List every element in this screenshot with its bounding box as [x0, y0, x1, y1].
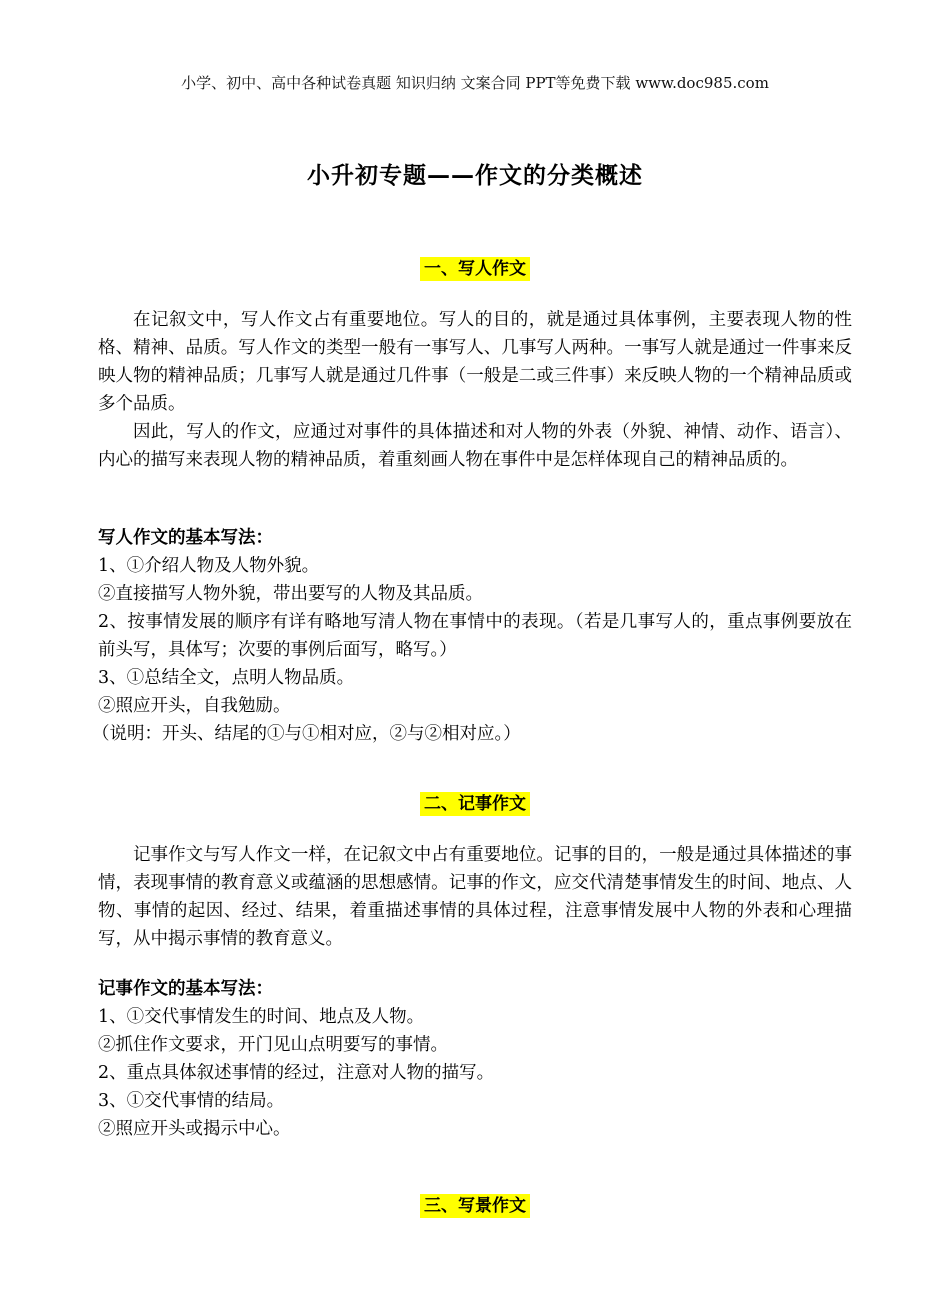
method-line: 2、重点具体叙述事情的经过，注意对人物的描写。	[98, 1063, 495, 1083]
section-heading-2: 二、记事作文	[0, 789, 950, 814]
method-line: ②照应开头或揭示中心。	[98, 1119, 291, 1139]
method-line: ②抓住作文要求，开门见山点明要写的事情。	[98, 1035, 448, 1055]
method-line: 3、①交代事情的结局。	[98, 1091, 285, 1111]
method-title: 记事作文的基本写法：	[98, 979, 273, 999]
section-2-body	[98, 841, 852, 953]
site-header: 小学、初中、高中各种试卷真题 知识归纳 文案合同 PPT等免费下载 www.doc985.com	[181, 74, 769, 92]
paragraph: 记事作文与写人作文一样，在记叙文中占有重要地位。记事的目的，一般是通过具体描述的事情，表现事情的教育意义或蕴涵的思想感情。记事的作文，应交代清楚事情发生的时间、地点、人物、事情的起因、经过、结果，着重描述事情的具体过程，注意事情发展中人物的外表和心理描写，从中揭示事情的教育意义。	[98, 845, 852, 949]
method-line: 2、按事情发展的顺序有详有略地写清人物在事情中的表现。（若是几事写人的，重点事例要放在前头写，具体写；次要的事例后面写，略写。）	[98, 612, 852, 660]
section-heading-1: 一、写人作文	[0, 254, 950, 279]
method-line: 3、①总结全文，点明人物品质。	[98, 668, 355, 688]
section-1-method	[92, 524, 852, 748]
method-line: 1、①介绍人物及人物外貌。	[98, 556, 320, 576]
paragraph: 在记叙文中，写人作文占有重要地位。写人的目的，就是通过具体事例，主要表现人物的性格、精神、品质。写人作文的类型一般有一事写人、几事写人两种。一事写人就是通过一件事来反映人物的精神品质；几事写人就是通过几件事（一般是二或三件事）来反映人物的一个精神品质或多个品质。	[98, 310, 852, 414]
method-line: ②照应开头，自我勉励。	[98, 696, 291, 716]
method-line: 1、①交代事情发生的时间、地点及人物。	[98, 1007, 425, 1027]
paragraph: 因此，写人的作文，应通过对事件的具体描述和对人物的外表（外貌、神情、动作、语言）、内心的描写来表现人物的精神品质，着重刻画人物在事件中是怎样体现自己的精神品质的。	[98, 422, 852, 470]
method-title: 写人作文的基本写法：	[98, 528, 273, 548]
section-2-method	[98, 975, 852, 1143]
method-line: ②直接描写人物外貌，带出要写的人物及其品质。	[98, 584, 483, 604]
page-title: 小升初专题——作文的分类概述	[307, 163, 643, 189]
section-1-body	[98, 306, 852, 474]
section-heading-3: 三、写景作文	[0, 1191, 950, 1216]
method-line: （说明：开头、结尾的①与①相对应，②与②相对应。）	[92, 724, 521, 744]
